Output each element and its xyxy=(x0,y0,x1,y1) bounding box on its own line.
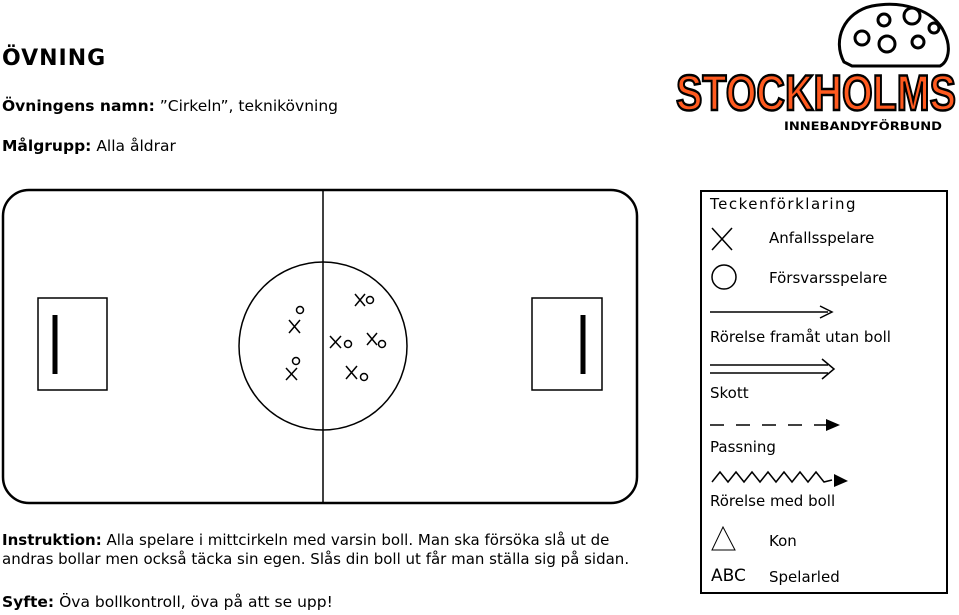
rink-border xyxy=(3,190,637,503)
instructions-label: Instruktion: xyxy=(2,531,102,549)
page-title: ÖVNING xyxy=(2,46,107,71)
dashed-arrow-pass-icon xyxy=(710,419,840,431)
legend-label-cone: Kon xyxy=(769,532,797,550)
legend-title: Teckenförklaring xyxy=(710,195,858,213)
purpose-text: Öva bollkontroll, öva på att se upp! xyxy=(59,593,333,611)
circle-defender-icon xyxy=(712,265,736,289)
exercise-name-value: ”Cirkeln”, teknikövning xyxy=(159,97,338,115)
exercise-name xyxy=(2,97,338,115)
zigzag-arrow-dribble-icon xyxy=(712,472,848,487)
legend-label-attacker: Anfallsspelare xyxy=(769,229,875,247)
rink-diagram xyxy=(0,188,645,508)
purpose-label: Syfte: xyxy=(2,593,55,611)
legend-label-shot: Skott xyxy=(710,384,749,402)
abc-leader-icon: ABC xyxy=(711,566,746,586)
target-group-value: Alla åldrar xyxy=(96,137,176,155)
purpose xyxy=(2,593,333,611)
logo-subtitle: INNEBANDYFÖRBUND xyxy=(784,119,924,133)
legend-label-move: Rörelse framåt utan boll xyxy=(710,328,891,346)
legend-label-leader: Spelarled xyxy=(769,568,840,586)
triangle-cone-icon xyxy=(712,527,735,550)
target-group-label: Målgrupp: xyxy=(2,137,92,155)
floorball-icon xyxy=(839,4,948,66)
instructions xyxy=(2,531,662,569)
logo-wordmark: STOCKHOLMS xyxy=(676,65,956,121)
exercise-name-label: Övningens namn: xyxy=(2,97,155,115)
arrow-move-icon xyxy=(710,306,832,318)
double-arrow-shot-icon xyxy=(710,359,834,379)
legend-label-defender: Försvarsspelare xyxy=(769,269,888,287)
x-attacker-icon xyxy=(712,228,732,250)
target-group xyxy=(2,137,176,155)
stockholms-logo xyxy=(672,0,959,134)
legend-label-dribble: Rörelse med boll xyxy=(710,492,836,510)
instructions-text: Alla spelare i mittcirkeln med varsin boll. Man ska försöka slå ut de andras bollar men också täcka sin egen. Slås din boll ut får man ställa sig på sidan. xyxy=(2,531,630,568)
legend-label-pass: Passning xyxy=(710,438,776,456)
